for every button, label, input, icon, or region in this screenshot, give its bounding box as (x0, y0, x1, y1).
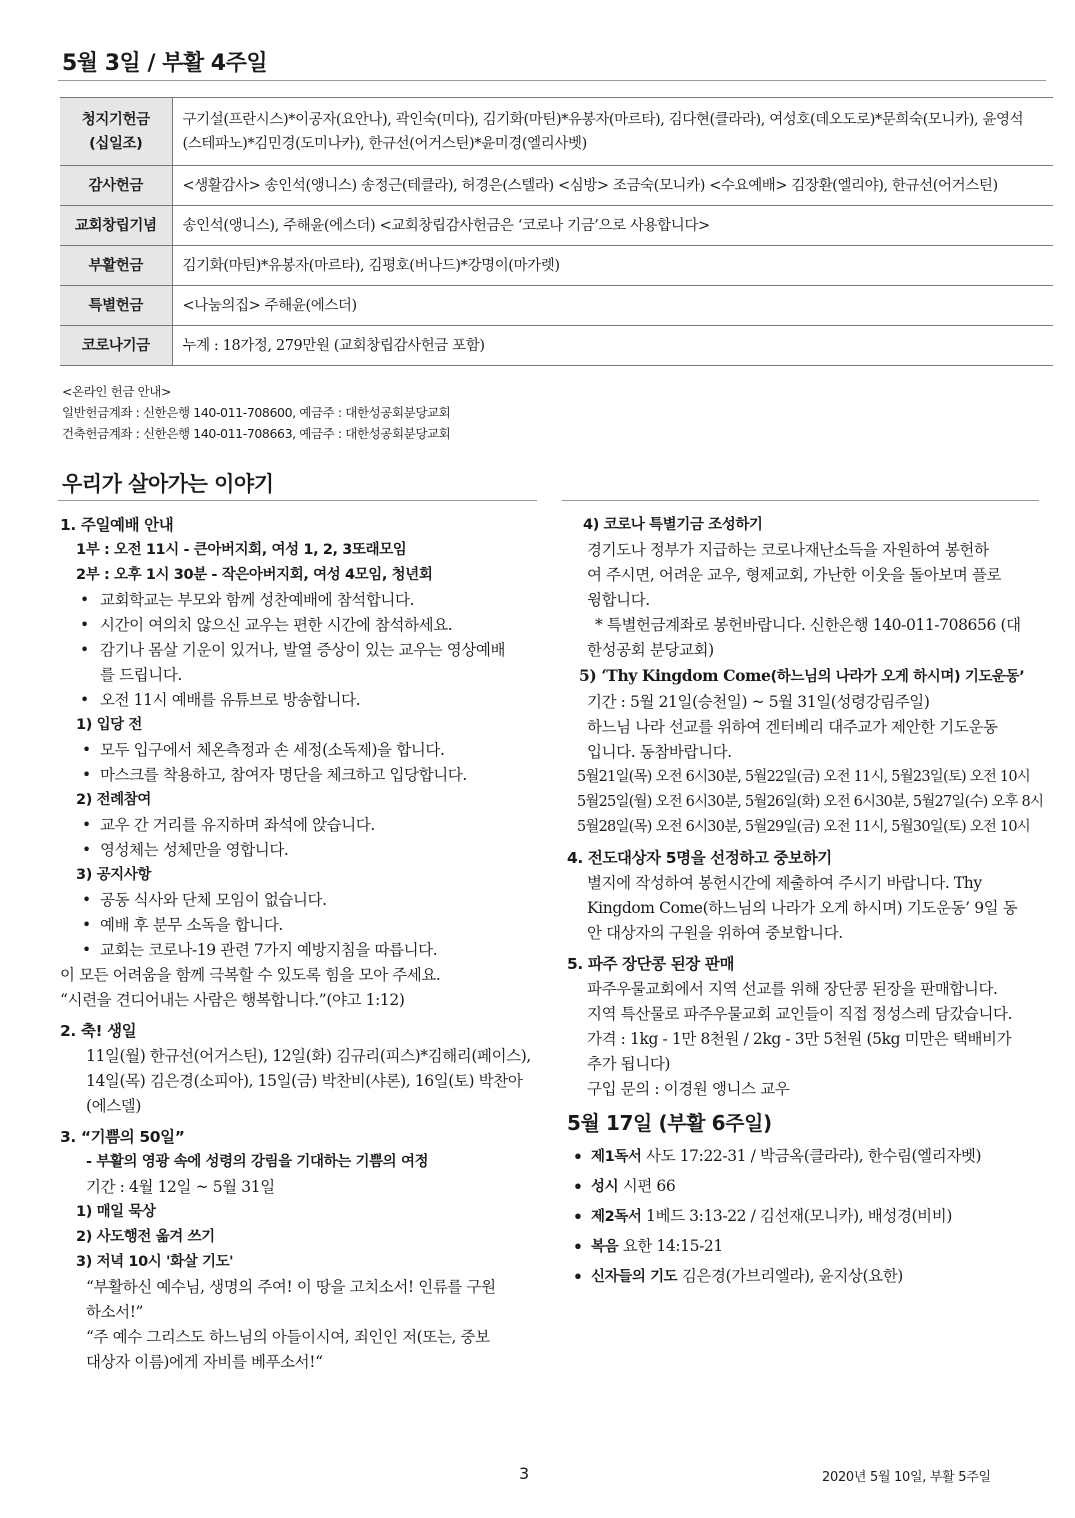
section-title: 우리가 살아가는 이야기 (62, 472, 274, 496)
offering-category: 코로나기금 (60, 326, 172, 366)
corona-fund-line: * 특별헌금계좌로 봉헌바랍니다. 신한은행 140-011-708656 (대 (595, 616, 1021, 634)
list-item: • 오전 11시 예배를 유튜브로 방송합니다. (60, 688, 540, 713)
table-row (60, 246, 1053, 286)
offering-category: 교회창립기념 (60, 206, 172, 246)
doenjang-title: 5. 파주 장단콩 된장 판매 (567, 955, 735, 973)
online-title: <온라인 헌금 안내> (62, 384, 172, 399)
offering-category-line: 청지기헌금 (81, 111, 150, 128)
reading-text: 1베드 3:13-22 / 김선재(모니카), 배성경(비비) (646, 1207, 952, 1225)
joy50-subtitle: - 부활의 영광 속에 성령의 강림을 기대하는 기쁨의 여정 (86, 1154, 429, 1170)
reading-item (567, 1262, 1047, 1292)
reading-label: 신자들의 기도 (591, 1269, 678, 1285)
offering-text: 누계 : 18가정, 279만원 (교회창립감사헌금 포함) (172, 326, 1053, 366)
reading-label: 제2독서 (591, 1209, 642, 1225)
tkc-title (567, 663, 1047, 690)
list-item: • 영성체는 성체만을 영합니다. (60, 838, 540, 863)
title-divider (58, 80, 1046, 81)
doenjang-line: 추가 됩니다) (587, 1055, 671, 1073)
tkc-schedule: 5월28일(목) 오전 6시30분, 5월29일(금) 오전 11시, 5월30일(토) 오전 10시 (577, 819, 1030, 835)
list-item: • 예배 후 분무 소독을 합니다. (60, 913, 540, 938)
reading-label: 성시 (591, 1179, 619, 1195)
joy50-item: 2) 사도행전 옮겨 쓰기 (76, 1229, 215, 1245)
prayer-quote: “주 예수 그리스도 하느님의 아들이시여, 죄인인 저(또는, 중보 (86, 1328, 490, 1346)
reading-label: 복음 (591, 1239, 619, 1255)
left-column (60, 513, 540, 1375)
tkc-title-en: 5) ‘Thy Kingdom Come (579, 666, 771, 685)
reading-text: 김은경(가브리엘라), 윤지상(요한) (681, 1267, 903, 1285)
corona-fund-title: 4) 코로나 특별기금 조성하기 (583, 517, 763, 533)
table-row (60, 206, 1053, 246)
tkc-schedule: 5월25일(월) 오전 6시30분, 5월26일(화) 오전 6시30분, 5월27일(수) 오후 8시 (577, 794, 1044, 810)
birthday-line: (에스델) (86, 1097, 142, 1115)
evangelism-line: 별지에 작성하여 봉헌시간에 제출하여 주시기 바랍니다. Thy (587, 874, 982, 892)
offering-category-line: (십일조) (89, 135, 143, 152)
corona-fund-line: 여 주시면, 어려운 교우, 형제교회, 가난한 이웃을 돌아보며 플로 (587, 566, 1002, 584)
page-number: 3 (519, 1464, 530, 1483)
tkc-line: 하느님 나라 선교를 위하여 겐터베리 대주교가 제안한 기도운동 (587, 718, 998, 736)
offering-table (60, 97, 1053, 366)
reading-item (567, 1232, 1047, 1262)
tkc-line: 입니다. 동참바랍니다. (587, 743, 732, 761)
prayer-quote: 하소서!” (86, 1303, 144, 1321)
reading-text: 요한 14:15-21 (622, 1237, 723, 1255)
subsection-title: 3) 공지사항 (76, 867, 151, 883)
corona-fund-line: 윙합니다. (587, 591, 650, 609)
offering-category: 특별헌금 (60, 286, 172, 326)
offering-text: <생활감사> 송인석(앵니스) 송정근(테클라), 허경은(스텔라) <심방> 조금숙(모니카) <수요예배> 김장환(엘리야), 한규선(어거스틴) (172, 166, 1053, 206)
tkc-period: 기간 : 5월 21일(승천일) ~ 5월 31일(성령강림주일) (587, 693, 930, 711)
list-item: • 모두 입구에서 체온측정과 손 세정(소독제)을 합니다. (60, 738, 540, 763)
list-item-cont: 를 드립니다. (100, 666, 182, 684)
birthday-line: 11일(월) 한규선(어거스틴), 12일(화) 김규리(피스)*김해리(페이스), (86, 1047, 531, 1065)
right-column (567, 513, 1047, 1292)
corona-fund-line: 경기도나 정부가 지급하는 코로나재난소득을 자원하여 봉헌하 (587, 541, 989, 559)
service-first: 1부 : 오전 11시 - 큰아버지회, 여성 1, 2, 3또래모임 (76, 542, 407, 558)
offering-text (172, 98, 1053, 166)
service-second: 2부 : 오후 1시 30분 - 작은아버지회, 여성 4모임, 청년회 (76, 567, 433, 583)
table-row (60, 286, 1053, 326)
doenjang-line: 가격 : 1kg - 1만 8천원 / 2kg - 3만 5천원 (5kg 미만은 택배비가 (587, 1030, 1012, 1048)
evangelism-line: Kingdom Come(하느님의 나라가 오게 하시며) 기도운동’ 9일 동 (587, 899, 1018, 917)
list-item: • 마스크를 착용하고, 참여자 명단을 체크하고 입당합니다. (60, 763, 540, 788)
corona-fund-line: 한성공회 분당교회) (587, 641, 714, 659)
reading-item (567, 1202, 1047, 1232)
birthday-title: 2. 축! 생일 (60, 1022, 137, 1040)
prayer-quote: 대상자 이름)에게 자비를 베푸소서!“ (86, 1353, 323, 1371)
prayer-quote: “부활하신 예수님, 생명의 주여! 이 땅을 고치소서! 인류를 구원 (86, 1278, 496, 1296)
reading-text: 시편 66 (622, 1177, 676, 1195)
tkc-title-ko: (하느님의 나라가 오게 하시며) 기도운동’ (770, 669, 1025, 685)
list-item: • 시간이 여의치 않으신 교우는 편한 시간에 참석하세요. (60, 613, 540, 638)
reading-item (567, 1142, 1047, 1172)
table-row (60, 326, 1053, 366)
joy50-item: 3) 저녁 10시 '화살 기도' (76, 1254, 234, 1270)
list-item: • 공동 식사와 단체 모임이 없습니다. (60, 888, 540, 913)
closing-line: 이 모든 어려움을 함께 극복할 수 있도록 힘을 모아 주세요. (60, 966, 441, 984)
table-row (60, 98, 1053, 166)
joy50-title: 3. “기쁨의 50일” (60, 1128, 185, 1146)
subsection-title: 2) 전례참여 (76, 792, 151, 808)
section-divider-right (562, 500, 1039, 501)
may17-title: 5월 17일 (부활 6주일) (567, 1111, 772, 1135)
joy50-period: 기간 : 4월 12일 ~ 5월 31일 (86, 1178, 275, 1196)
closing-quote: “시련을 견디어내는 사람은 행복합니다.”(야고 1:12) (60, 991, 405, 1009)
page-title: 5월 3일 / 부활 4주일 (62, 51, 268, 76)
evangelism-line: 안 대상자의 구원을 위하여 중보합니다. (587, 924, 843, 942)
tkc-schedule: 5월21일(목) 오전 6시30분, 5월22일(금) 오전 11시, 5월23일(토) 오전 10시 (577, 769, 1030, 785)
section-divider-left (58, 500, 537, 501)
table-row (60, 166, 1053, 206)
list-item: • 교회는 코로나-19 관련 7가지 예방지침을 따릅니다. (60, 938, 540, 963)
doenjang-line: 파주우물교회에서 지역 선교를 위해 장단콩 된장을 판매합니다. (587, 980, 998, 998)
general-account: 일반헌금계좌 : 신한은행 140-011-708600, 예금주 : 대한성공회분당교회 (62, 405, 451, 420)
offering-text: 송인석(앵니스), 주해윤(에스더) <교회창립감사헌금은 ‘코로나 기금’으로 사용합니다> (172, 206, 1053, 246)
offering-text-line: 구기설(프란시스)*이공자(요안나), 곽인숙(미다), 김기화(마틴)*유봉자(마르타), 김다현(클라라), 여성호(데오도로)*문희숙(모니카), 윤영석 (182, 111, 1024, 128)
footer-date: 2020년 5월 10일, 부활 5주일 (822, 1470, 991, 1485)
offering-text-line: (스테파노)*김민경(도미나카), 한규선(어거스틴)*윤미경(엘리사벳) (182, 135, 587, 152)
offering-text: 김기화(마틴)*유봉자(마르타), 김평호(버나드)*강명이(마가렛) (172, 246, 1053, 286)
online-offering-info (62, 381, 450, 444)
list-item: • 감기나 몸살 기운이 있거나, 발열 증상이 있는 교우는 영상예배 (60, 638, 540, 663)
offering-category: 감사헌금 (60, 166, 172, 206)
birthday-line: 14일(목) 김은경(소피아), 15일(금) 박찬비(샤론), 16일(토) 박찬아 (86, 1072, 523, 1090)
building-account: 건축헌금계좌 : 신한은행 140-011-708663, 예금주 : 대한성공회분당교회 (62, 426, 451, 441)
offering-category: 부활헌금 (60, 246, 172, 286)
joy50-item: 1) 매일 묵상 (76, 1204, 156, 1220)
offering-category (60, 98, 172, 166)
reading-item (567, 1172, 1047, 1202)
list-item: • 교우 간 거리를 유지하며 좌석에 앉습니다. (60, 813, 540, 838)
doenjang-line: 구입 문의 : 이경원 앵니스 교우 (587, 1080, 790, 1098)
doenjang-line: 지역 특산물로 파주우물교회 교인들이 직접 정성스레 담갔습니다. (587, 1005, 1013, 1023)
notice-title: 1. 주일예배 안내 (60, 516, 174, 534)
list-item: • 교회학교는 부모와 함께 성찬예배에 참석합니다. (60, 588, 540, 613)
reading-text: 사도 17:22-31 / 박금옥(클라라), 한수림(엘리자벳) (646, 1147, 982, 1165)
subsection-title: 1) 입당 전 (76, 717, 143, 733)
reading-label: 제1독서 (591, 1149, 642, 1165)
offering-text: <나눔의집> 주해윤(에스더) (172, 286, 1053, 326)
evangelism-title: 4. 전도대상자 5명을 선정하고 중보하기 (567, 849, 832, 867)
